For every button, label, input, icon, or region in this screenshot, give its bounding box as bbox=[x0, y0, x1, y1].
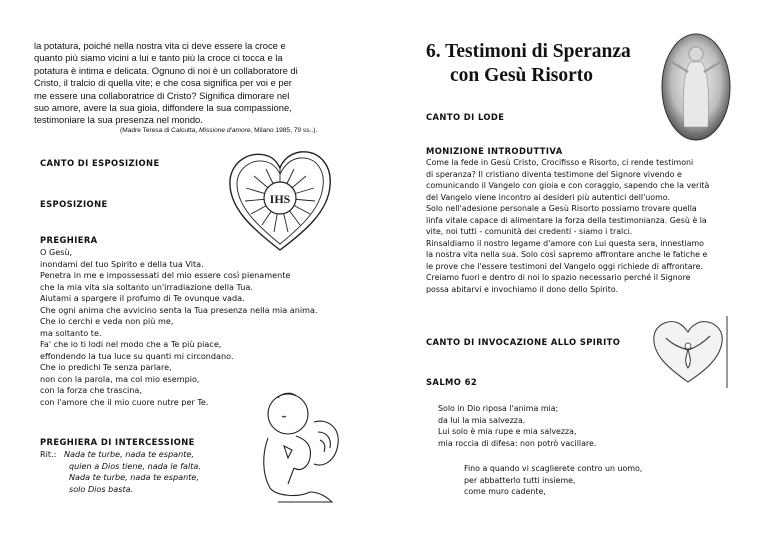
prayer-line: ma soltanto te. bbox=[40, 327, 102, 338]
canto-esposizione-heading: CANTO DI ESPOSIZIONE bbox=[40, 158, 160, 168]
salmo-stanza-1 bbox=[438, 403, 596, 449]
prayer-line: Fa' che io ti lodi nel modo che a Te più piace, bbox=[40, 339, 222, 349]
quote-line: Cristo, il tralcio di quella vite; e che cosa significa per voi e per bbox=[34, 77, 292, 89]
ihs-monogram: IHS bbox=[269, 192, 291, 206]
canto-spirito-heading: CANTO DI INVOCAZIONE ALLO SPIRITO bbox=[426, 337, 621, 347]
teresa-quote bbox=[34, 40, 344, 127]
salmo-line: Solo in Dio riposa l'anima mia; bbox=[438, 404, 559, 413]
monizione-line: del Vangelo viene incontro ai desideri più autentici dell'uomo. bbox=[426, 192, 670, 202]
prayer-line: con la forza che trascina, bbox=[40, 385, 142, 395]
prayer-line: che la mia vita sia soltanto un'irradiazione della Tua. bbox=[40, 281, 253, 292]
monizione-line: le prove che l'essere testimoni del Vangelo oggi richiede di affrontare. bbox=[426, 261, 704, 271]
dove-heart-illustration bbox=[648, 316, 728, 388]
salmo-line: per abbatterlo tutti insieme, bbox=[464, 475, 576, 485]
right-page bbox=[384, 0, 768, 543]
salmo-heading: SALMO 62 bbox=[426, 377, 478, 387]
praying-child-illustration bbox=[248, 388, 348, 508]
salmo-stanza-2 bbox=[464, 463, 642, 498]
monizione-line: di speranza? Il cristiano diventa testimone del Signore vivendo e bbox=[426, 169, 682, 179]
monizione-line: Rinsaldiamo il nostro legame d'amore con Lui questa sera, innestiamo bbox=[426, 238, 705, 248]
prayer-line: Penetra in me e impossessati del mio essere così pienamente bbox=[40, 270, 291, 280]
monizione-line: Solo nell'adesione personale a Gesù Risorto possiamo trovare quella bbox=[426, 204, 697, 213]
rit-line: Nada te turbe, nada te espante, bbox=[64, 449, 194, 459]
citation-title: Missione d'amore bbox=[199, 127, 251, 134]
monizione-line: linfa vitale capace di alimentare la forza della testimonianza. Gesù è la bbox=[426, 215, 707, 225]
esposizione-heading: ESPOSIZIONE bbox=[40, 199, 108, 209]
prayer-line: Aiutami a spargere il profumo di Te ovunque vada. bbox=[40, 293, 245, 303]
monizione-text bbox=[426, 157, 709, 295]
salmo-line: mia roccia di difesa: non potrò vacillare. bbox=[438, 438, 597, 448]
quote-line: testimoniare la sua presenza nel mondo. bbox=[34, 114, 203, 126]
quote-line: quanto più siamo vicini a lui e tanto più la croce ci tocca e la bbox=[34, 52, 283, 64]
monizione-line: possa abitarvi e invochiamo il dono dello Spirito. bbox=[426, 284, 619, 294]
monizione-line: comunicando il Vangelo con gioia e con coraggio, sapendo che la verità bbox=[426, 181, 710, 190]
preghiera-heading: PREGHIERA bbox=[40, 235, 98, 245]
quote-citation bbox=[120, 127, 317, 134]
heart-ihs-illustration bbox=[224, 146, 336, 256]
prayer-line: inondami del tuo Spirito e della tua Vita. bbox=[40, 258, 204, 269]
rit-line: quien a Dios tiene, nada le falta. bbox=[69, 460, 201, 471]
prayer-line: Che ogni anima che avvicino senta la Tua presenza nella mia anima. bbox=[40, 304, 318, 315]
rit-label: Rit.: bbox=[40, 449, 57, 459]
rit-line: Nada te turbe, nada te espante, bbox=[69, 472, 199, 482]
quote-line: potatura è intima e delicata. Ognuno di noi è un collaboratore di bbox=[34, 64, 298, 76]
intercessione-heading: PREGHIERA DI INTERCESSIONE bbox=[40, 437, 195, 447]
prayer-line: non con la parola, ma col mio esempio, bbox=[40, 373, 200, 384]
monizione-line: la nostra vita nella sua. Solo così sapremo affrontare anche le fatiche e bbox=[426, 250, 708, 259]
prayer-line: con l'amore che il mio cuore nutre per Te. bbox=[40, 396, 209, 407]
preghiera-text bbox=[40, 247, 318, 408]
salmo-line: come muro cadente, bbox=[464, 487, 546, 496]
citation-suffix: , Milano 1985, 79 ss..). bbox=[250, 127, 318, 134]
quote-line: la potatura, poiché nella nostra vita ci deve essere la croce e bbox=[34, 40, 286, 51]
salmo-line: da lui la mia salvezza. bbox=[438, 415, 526, 425]
prayer-line: Che io predichi Te senza parlare, bbox=[40, 362, 172, 372]
prayer-line: effondendo la tua luce su quanti mi circondano. bbox=[40, 350, 234, 361]
quote-line: suo amore, avere la sua gioia, diffondere la sua compassione, bbox=[34, 102, 292, 114]
prayer-line: O Gesù, bbox=[40, 247, 73, 257]
prayer-line: Che io cerchi e veda non più me, bbox=[40, 316, 174, 326]
risen-christ-image bbox=[660, 32, 732, 142]
section-title-line-1: 6. Testimoni di Speranza bbox=[426, 41, 631, 62]
citation-prefix: (Madre Teresa di Calcutta, bbox=[120, 127, 200, 134]
salmo-line: Fino a quando vi scaglierete contro un uomo, bbox=[464, 464, 643, 473]
monizione-line: vite, noi tutti - comunità dei credenti - siamo i tralci. bbox=[426, 227, 633, 236]
rit-line: solo Dios basta. bbox=[69, 483, 134, 494]
monizione-line: Come la fede in Gesù Cristo, Crocifisso e Risorto, ci rende testimoni bbox=[426, 158, 694, 167]
monizione-heading: MONIZIONE INTRODUTTIVA bbox=[426, 146, 563, 156]
monizione-line: Creiamo fuori e dentro di noi lo spazio necessario perché il Signore bbox=[426, 273, 691, 282]
rit-text bbox=[64, 449, 201, 495]
salmo-line: Lui solo è mia rupe e mia salvezza, bbox=[438, 427, 577, 436]
canto-lode-heading: CANTO DI LODE bbox=[426, 112, 505, 122]
section-title-line-2: con Gesù Risorto bbox=[450, 65, 593, 86]
quote-line: me essere una collaboratrice di Cristo? Significa dimorare nel bbox=[34, 89, 290, 101]
